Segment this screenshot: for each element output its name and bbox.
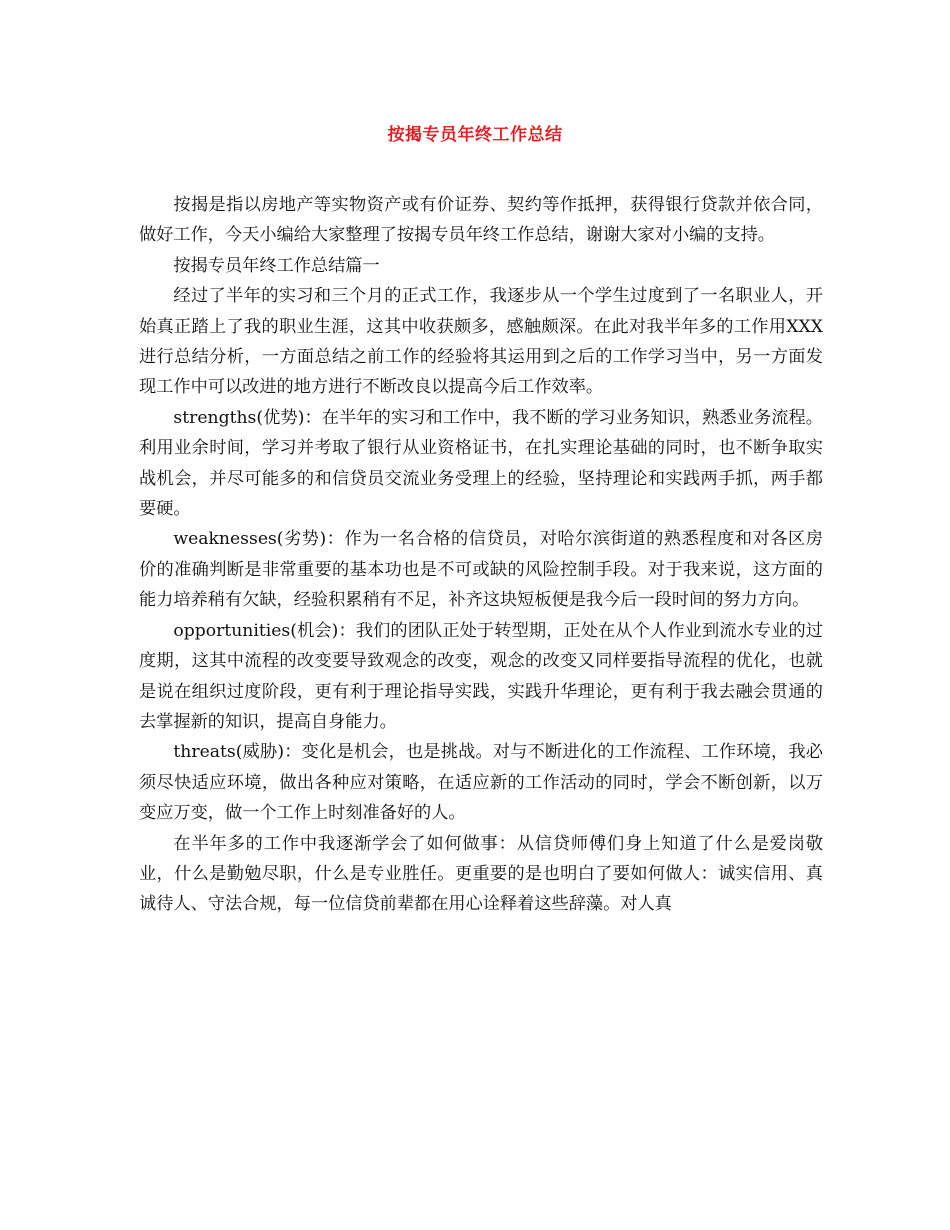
paragraph-overview: 经过了半年的实习和三个月的正式工作，我逐步从一个学生过度到了一名职业人，开始真正踏上了我的职业生涯，这其中收获颇多，感触颇深。在此对我半年多的工作用XXX进行总结分析，一方面总结之前工作的经验将其运用到之后的工作学习当中，另一方面发现工作中可以改进的地方进行不断改良以提高今后工作效率。 [139, 286, 823, 398]
paragraph-opportunities: opportunities(机会)：我们的团队正处于转型期，正处在从个人作业到流水专业的过度期，这其中流程的改变要导致观念的改变，观念的改变又同样要指导流程的优化，也就是说在组织过度阶段，更有利于理论指导实践，实践升华理论，更有利于我去融会贯通的去掌握新的知识，提高自身能力。 [139, 620, 823, 732]
paragraph-strengths: strengths(优势)：在半年的实习和工作中，我不断的学习业务知识，熟悉业务流程。利用业余时间，学习并考取了银行从业资格证书，在扎实理论基础的同时，也不断争取实战机会，并尽可能多的和信贷员交流业务受理上的经验，坚持理论和实践两手抓，两手都要硬。 [139, 407, 823, 520]
paragraph-threats: threats(威胁)：变化是机会，也是挑战。对与不断进化的工作流程、工作环境，我必须尽快适应环境，做出各种应对策略，在适应新的工作活动的同时，学会不断创新，以万变应万变，做一个工作上时刻准备好的人。 [139, 742, 823, 824]
document-body [139, 190, 823, 920]
paragraph-conclusion: 在半年多的工作中我逐渐学会了如何做事：从信贷师傅们身上知道了什么是爱岗敬业，什么是勤勉尽职，什么是专业胜任。更重要的是也明白了要如何做人：诚实信用、真诚待人、守法合规，每一位信贷前辈都在用心诠释着这些辞藻。对人真 [139, 833, 823, 915]
section-heading: 按揭专员年终工作总结篇一 [173, 255, 380, 276]
paragraph-weaknesses: weaknesses(劣势)：作为一名合格的信贷员，对哈尔滨街道的熟悉程度和对各区房价的准确判断是非常重要的基本功也是不可或缺的风险控制手段。对于我来说，这方面的能力培养稍有欠缺，经验积累稍有不足，补齐这块短板便是我今后一段时间的努力方向。 [139, 529, 823, 611]
document-title: 按揭专员年终工作总结 [387, 125, 563, 145]
paragraph-intro: 按揭是指以房地产等实物资产或有价证券、契约等作抵押，获得银行贷款并依合同，做好工作，今天小编给大家整理了按揭专员年终工作总结，谢谢大家对小编的支持。 [139, 195, 823, 246]
